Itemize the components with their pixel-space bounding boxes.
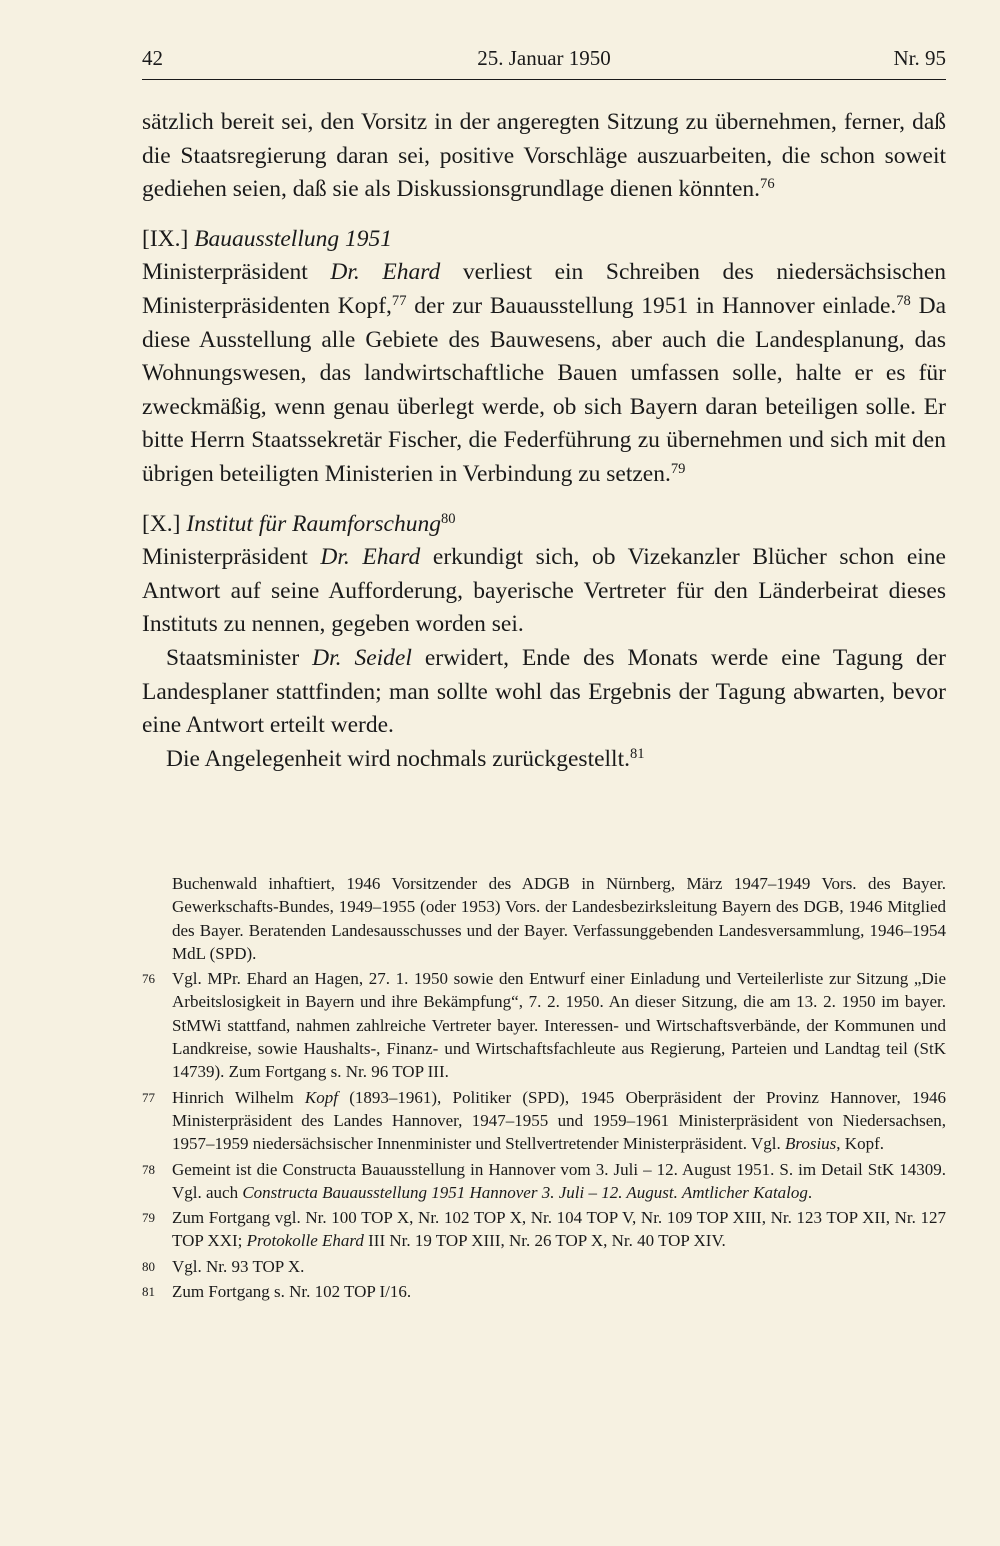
footnote-ref: 76 <box>760 176 775 193</box>
footnote-77: 77 Hinrich Wilhelm Kopf (1893–1961), Politiker (SPD), 1945 Oberpräsident der Provinz Hannover, 1946 Ministerpräsident des Landes Hannover, 1947–1955 und 1959–1961 Ministerpräsident von Niedersachsen, 1957–1959 niedersächsischer Innenminister und Stellvertretender Ministerpräsident. Vgl. Brosius, Kopf. <box>142 1087 947 1154</box>
footnotes <box>142 872 946 1303</box>
section-heading-x: [X.] Institut für Raumforschung$^{80}$ <box>142 510 456 537</box>
page-number: 42 <box>142 46 163 70</box>
footnote-81: 81 Zum Fortgang s. Nr. 102 TOP I/16. <box>142 1282 412 1302</box>
section-heading-ix: [IX.] Bauausstellung 1951 <box>142 225 392 252</box>
header-date: 25. Januar 1950 <box>477 46 611 70</box>
section-x-paragraph-2: Staatsminister Dr. Seidel erwidert, Ende des Monats werde eine Tagung der Landesplaner stattfinden; man sollte wohl das Ergebnis der Tagung abwarten, bevor eine Antwort erteilt werde. <box>142 644 947 739</box>
footnote-ref: 80 <box>440 510 456 527</box>
running-header <box>142 46 946 78</box>
footnote-76: 76 Vgl. MPr. Ehard an Hagen, 27. 1. 1950 sowie den Entwurf einer Einladung und Verteilerliste zur Sitzung „Die Arbeitslosigkeit in Bayern und ihre Bekämpfung“, 7. 2. 1950. An dieser Sitzung, die am 13. 2. 1950 im bayer. StMWi stattfand, nahmen zahlreiche Vertreter bayer. Interessen- und Wirtschaftsverbände, der Kommunen und Landkreise, sowie Haushalts-, Finanz- und Wirtschaftsfachleute aus Regierung, Parteien und Landtag teil (StK 14739). Zum Fortgang s. Nr. 96 TOP III. <box>142 969 946 1082</box>
section-x-paragraph-3: Die Angelegenheit wird nochmals zurückgestellt.$^{81}$ <box>166 745 645 772</box>
footnote-ref: 81 <box>630 745 645 762</box>
footnote-continuation: Buchenwald inhaftiert, 1946 Vorsitzender des ADGB in Nürnberg, März 1947–1949 Vors. des Bayer. Gewerkschafts-Bundes, 1949–1955 (oder 1953) Vors. der Landesbezirksleitung Bayern des DGB, 1946 Mitglied des Bayer. Beratenden Landesausschusses und der Bayer. Verfassunggebenden Landesversammlung, 1946–1954 MdL (SPD). <box>172 874 946 963</box>
main-text <box>142 106 946 776</box>
footnote-ref: 77 <box>391 292 407 309</box>
section-ix-paragraph: Ministerpräsident Dr. Ehard verliest ein Schreiben des niedersächsischen Ministerpräsidenten Kopf,$^{77}$ der zur Bauausstellung 1951 in Hannover einlade.$^{78}$ Da diese Ausstellung alle Gebiete des Bauwesens, aber auch die Landesplanung, das Wohnungswesen, das landwirtschaftliche Bauen umfassen solle, halte er es für zweckmäßig, wenn genau überlegt werde, ob sich Bayern daran beteiligen solle. Er bitte Herrn Staatssekretär Fischer, die Federführung zu übernehmen und sich mit den übrigen beteiligten Ministerien in Verbindung zu setzen.$^{79}$ <box>142 259 947 487</box>
section-x-paragraph-1: Ministerpräsident Dr. Ehard erkundigt sich, ob Vizekanzler Blücher schon eine Antwort auf seine Aufforderung, bayerische Vertreter für den Länderbeirat dieses Instituts zu nennen, gegeben worden sei. <box>142 544 946 638</box>
footnote-80: 80 Vgl. Nr. 93 TOP X. <box>142 1256 305 1276</box>
paragraph-continuation: sätzlich bereit sei, den Vorsitz in der angeregten Sitzung zu übernehmen, ferner, daß die Staatsregierung daran sei, positive Vorschläge auszuarbeiten, die schon soweit gediehen seien, daß sie als Diskussionsgrundlage dienen könnten.$^{76}$ <box>142 109 946 203</box>
issue-number: Nr. 95 <box>893 46 946 70</box>
footnote-78: 78 Gemeint ist die Constructa Bauausstellung in Hannover vom 3. Juli – 12. August 1951. S. im Detail StK 14309. Vgl. auch Constructa Bauausstellung 1951 Hannover 3. Juli – 12. August. Amtlicher Katalog. <box>142 1159 946 1202</box>
footnote-ref: 78 <box>896 292 911 309</box>
footnote-79: 79 Zum Fortgang vgl. Nr. 100 TOP X, Nr. 102 TOP X, Nr. 104 TOP V, Nr. 109 TOP XIII, Nr. 123 TOP XII, Nr. 127 TOP XXI; Protokolle Ehard III Nr. 19 TOP XIII, Nr. 26 TOP X, Nr. 40 TOP XIV. <box>142 1208 946 1251</box>
footnote-ref: 79 <box>670 460 686 477</box>
header-rule <box>142 79 946 80</box>
